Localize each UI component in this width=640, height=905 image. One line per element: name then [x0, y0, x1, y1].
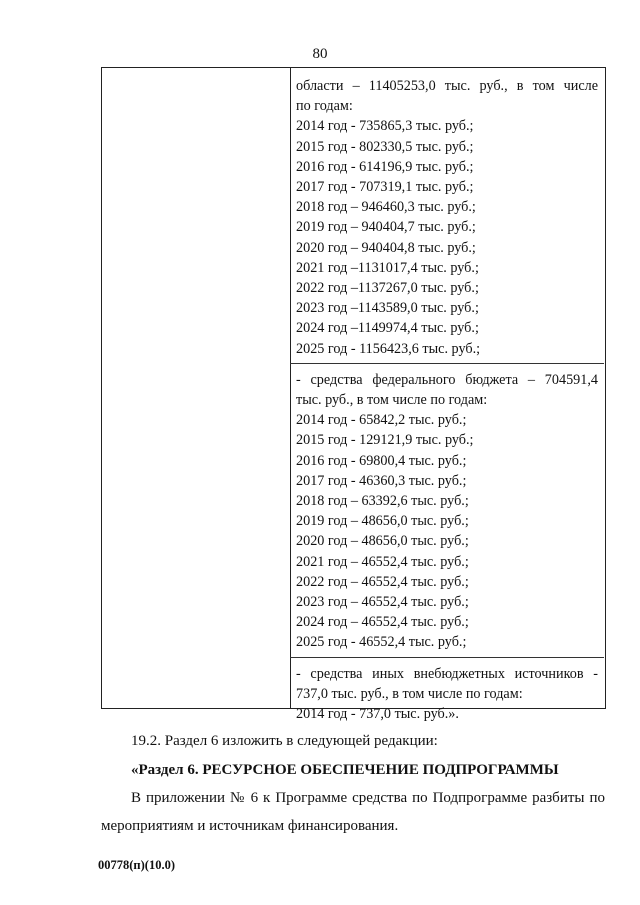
- regional-budget-total: области – 11405253,0 тыс. руб., в том числе: [296, 78, 598, 94]
- regional-year-2020: 2020 год – 940404,8 тыс. руб.;: [296, 239, 476, 256]
- federal-budget-total: - средства федерального бюджета – 704591,4: [296, 371, 598, 388]
- federal-year-2017: 2017 год - 46360,3 тыс. руб.;: [296, 472, 467, 489]
- table-column-divider: [290, 68, 291, 708]
- regional-year-2023: 2023 год –1143589,0 тыс. руб.;: [296, 300, 479, 317]
- paragraph-line-2: мероприятиям и источникам финансирования.: [101, 818, 399, 834]
- regional-year-2019: 2019 год – 940404,7 тыс. руб.;: [296, 219, 476, 236]
- federal-year-2023: 2023 год – 46552,4 тыс. руб.;: [296, 594, 469, 611]
- page-number: 80: [312, 46, 328, 62]
- row-separator: [290, 363, 604, 364]
- federal-year-2022: 2022 год – 46552,4 тыс. руб.;: [296, 573, 469, 590]
- regional-year-2014: 2014 год - 735865,3 тыс. руб.;: [296, 118, 474, 135]
- federal-budget-block: [296, 370, 598, 653]
- regional-year-2018: 2018 год – 946460,3 тыс. руб.;: [296, 199, 476, 216]
- regional-year-2025: 2025 год - 1156423,6 тыс. руб.;: [296, 340, 481, 357]
- funding-details-cell: [296, 76, 598, 724]
- regional-year-2024: 2024 год –1149974,4 тыс. руб.;: [296, 320, 479, 337]
- extrabudgetary-total: - средства иных внебюджетных источников -: [296, 665, 598, 682]
- federal-year-2021: 2021 год – 46552,4 тыс. руб.;: [296, 553, 469, 570]
- extrabudgetary-by-years: 737,0 тыс. руб., в том числе по годам:: [296, 685, 523, 702]
- extrabudgetary-block: [296, 664, 598, 725]
- federal-year-2019: 2019 год – 48656,0 тыс. руб.;: [296, 513, 469, 530]
- federal-year-2014: 2014 год - 65842,2 тыс. руб.;: [296, 412, 467, 429]
- document-code: 00778(п)(10.0): [98, 858, 175, 872]
- regional-budget-by-years: по годам:: [296, 98, 353, 115]
- federal-year-2016: 2016 год - 69800,4 тыс. руб.;: [296, 452, 467, 469]
- regional-year-2015: 2015 год - 802330,5 тыс. руб.;: [296, 138, 474, 155]
- federal-year-2020: 2020 год – 48656,0 тыс. руб.;: [296, 533, 469, 550]
- regional-year-2016: 2016 год - 614196,9 тыс. руб.;: [296, 158, 474, 175]
- amendment-instruction: 19.2. Раздел 6 изложить в следующей редакции:: [131, 733, 438, 749]
- row-separator: [290, 657, 604, 658]
- regional-budget-block: [296, 76, 598, 359]
- funding-table: [101, 67, 606, 723]
- federal-year-2018: 2018 год – 63392,6 тыс. руб.;: [296, 493, 469, 510]
- federal-budget-by-years: тыс. руб., в том числе по годам:: [296, 392, 488, 409]
- federal-year-2015: 2015 год - 129121,9 тыс. руб.;: [296, 432, 474, 449]
- extrabudgetary-year-2014: 2014 год - 737,0 тыс. руб.».: [296, 706, 459, 723]
- section-heading: «Раздел 6. РЕСУРСНОЕ ОБЕСПЕЧЕНИЕ ПОДПРОГРАММЫ: [131, 762, 559, 778]
- federal-year-2025: 2025 год - 46552,4 тыс. руб.;: [296, 634, 467, 651]
- regional-year-2021: 2021 год –1131017,4 тыс. руб.;: [296, 259, 479, 276]
- regional-year-2022: 2022 год –1137267,0 тыс. руб.;: [296, 280, 479, 297]
- regional-year-2017: 2017 год - 707319,1 тыс. руб.;: [296, 179, 474, 196]
- federal-year-2024: 2024 год – 46552,4 тыс. руб.;: [296, 614, 469, 631]
- paragraph-line-1: В приложении № 6 к Программе средства по Подпрограмме разбиты по: [131, 790, 605, 806]
